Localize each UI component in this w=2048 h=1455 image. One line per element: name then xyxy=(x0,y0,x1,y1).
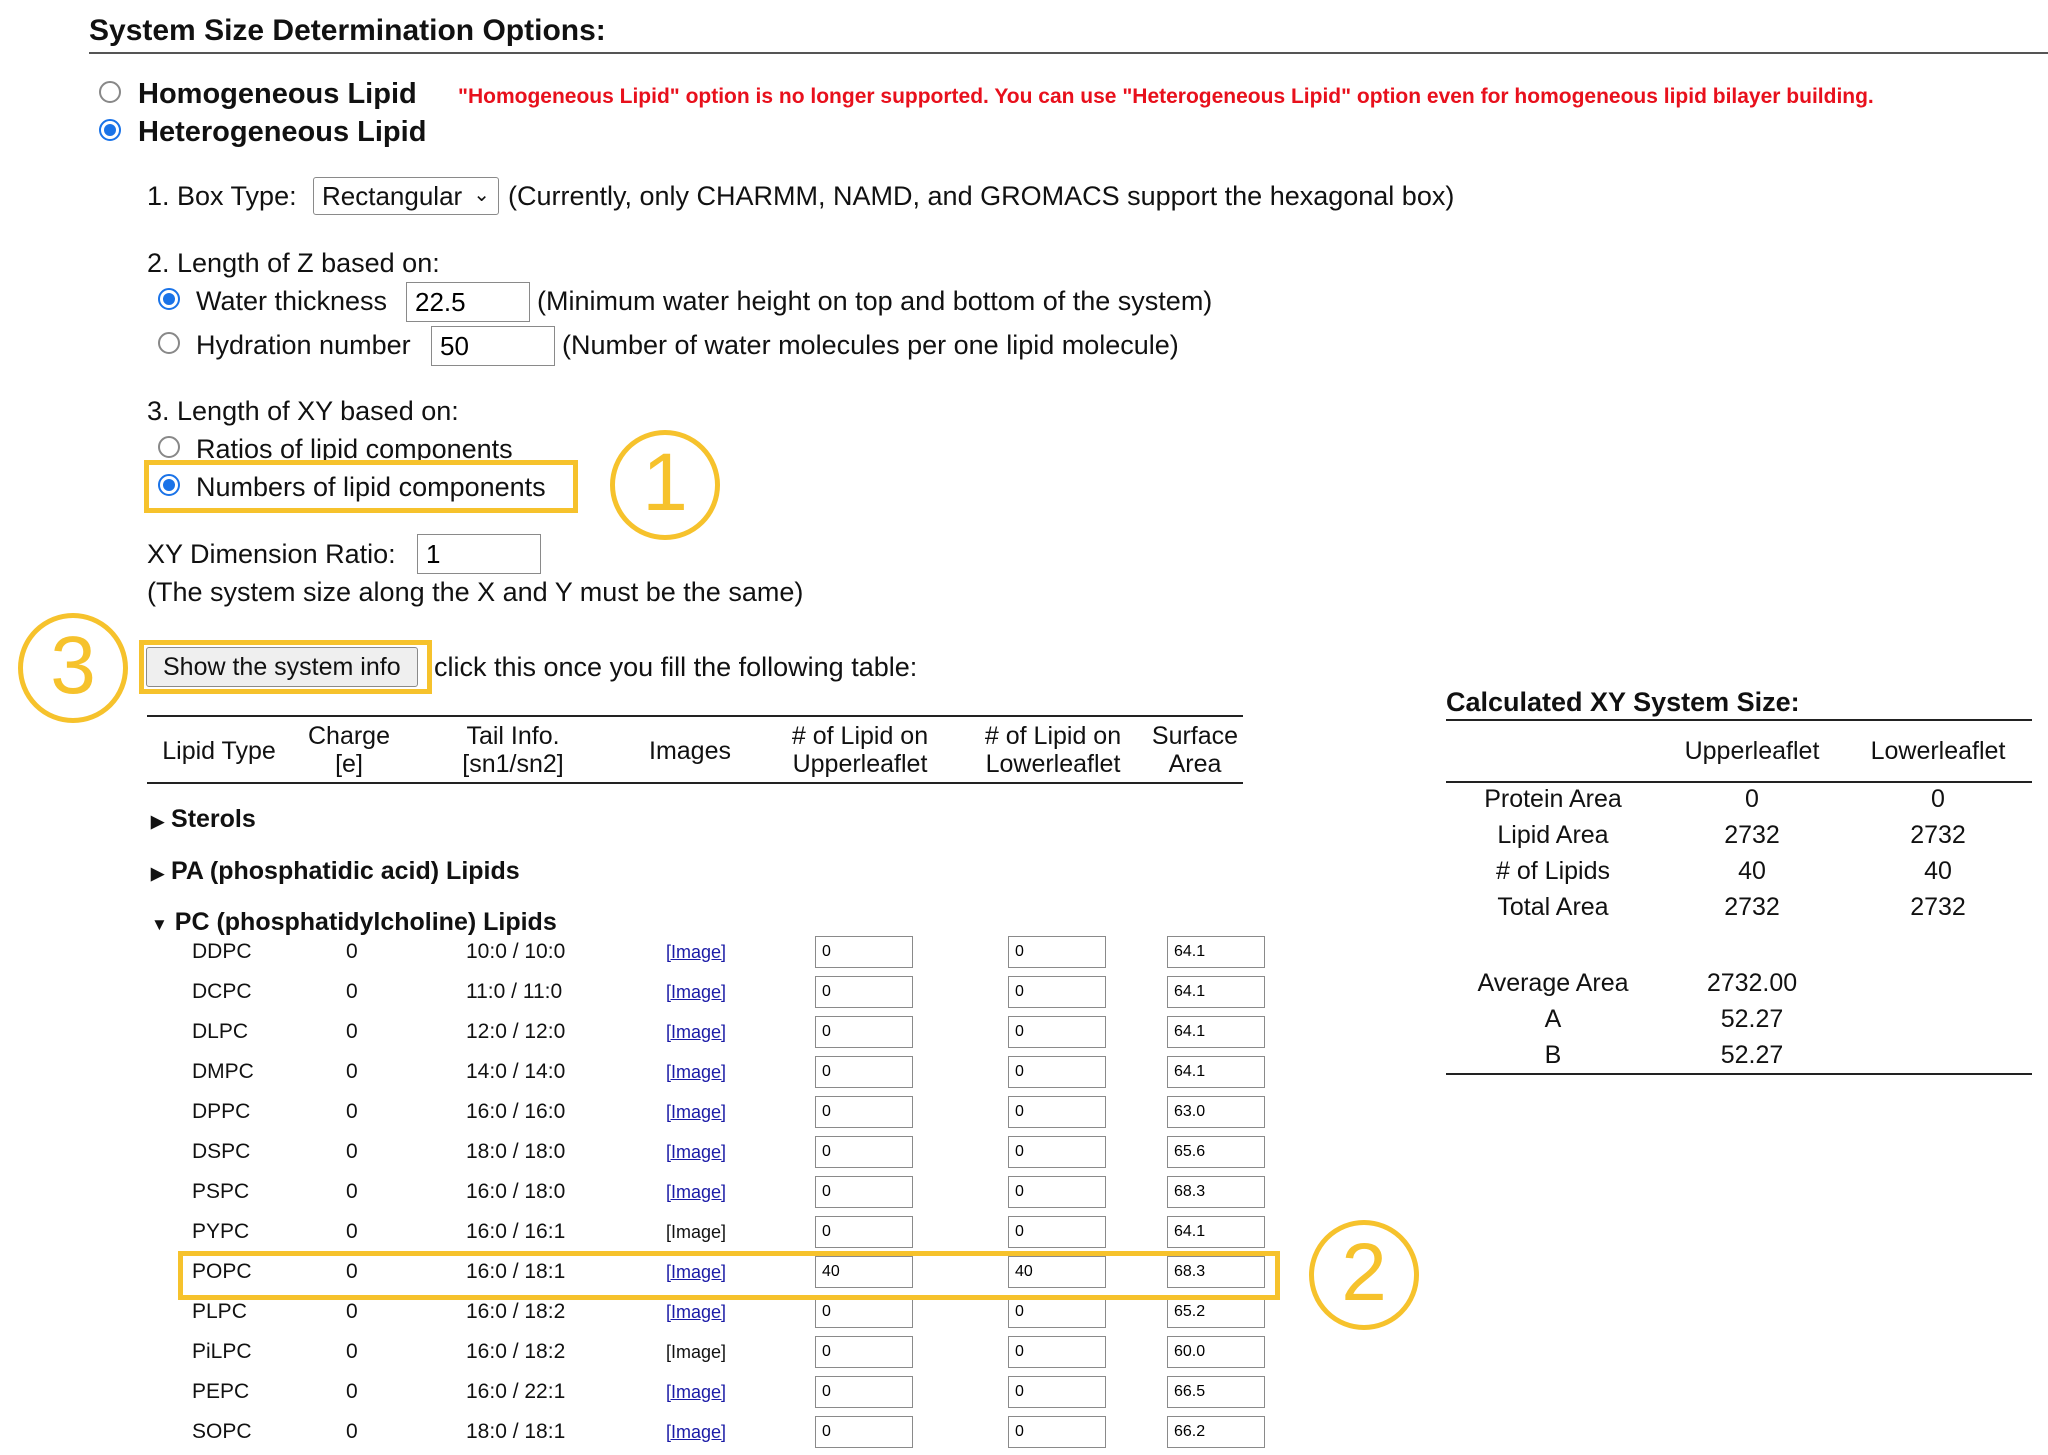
surface-area-input[interactable] xyxy=(1167,1056,1265,1088)
lipid-charge: 0 xyxy=(346,1340,358,1363)
lipid-name: PYPC xyxy=(192,1220,250,1243)
lowerleaflet-count-input[interactable] xyxy=(1008,1296,1106,1328)
lipid-charge: 0 xyxy=(346,1420,358,1443)
th-upper-line1: # of Lipid on xyxy=(791,722,929,750)
lipid-image-link[interactable]: [Image] xyxy=(666,1382,727,1402)
z-length-label: 2. Length of Z based on: xyxy=(147,248,440,278)
lipid-tail: 18:0 / 18:1 xyxy=(466,1420,566,1443)
lowerleaflet-count-input[interactable] xyxy=(1008,1016,1106,1048)
annotation-3: 3 xyxy=(18,613,128,723)
th-images: Images xyxy=(649,737,731,765)
lipid-name: PLPC xyxy=(192,1300,247,1323)
system-size-title: Calculated XY System Size: xyxy=(1446,687,1800,717)
b-value: 52.27 xyxy=(1720,1041,1784,1069)
surface-area-input[interactable] xyxy=(1167,1216,1265,1248)
lipid-tail: 11:0 / 11:0 xyxy=(466,980,563,1003)
highlight-popc-row xyxy=(178,1251,1280,1300)
lipid-charge: 0 xyxy=(346,1020,358,1043)
hydration-number-radio[interactable] xyxy=(158,332,180,354)
lipid-charge: 0 xyxy=(346,1380,358,1403)
box-type-select[interactable] xyxy=(313,177,499,215)
lipid-charge: 0 xyxy=(346,1220,358,1243)
annotation-2: 2 xyxy=(1309,1220,1419,1330)
title-divider xyxy=(89,52,2048,54)
lipid-charge: 0 xyxy=(346,1180,358,1203)
th-charge-line1: Charge xyxy=(308,722,390,750)
lipid-name: DLPC xyxy=(192,1020,249,1043)
size-row-label: # of Lipids xyxy=(1496,857,1610,885)
th-upper-line2: Upperleaflet xyxy=(792,750,928,778)
surface-area-input[interactable] xyxy=(1167,1016,1265,1048)
size-row-lower: 2732 xyxy=(1910,893,1966,921)
th-lower-line1: # of Lipid on xyxy=(984,722,1122,750)
heterogeneous-label: Heterogeneous Lipid xyxy=(138,116,427,148)
upperleaflet-count-input[interactable] xyxy=(815,976,913,1008)
size-top-rule xyxy=(1446,719,2032,721)
size-row-upper: 40 xyxy=(1738,857,1766,885)
table-top-rule xyxy=(147,715,1243,717)
surface-area-input[interactable] xyxy=(1167,1176,1265,1208)
lipid-image-link[interactable]: [Image] xyxy=(666,942,727,962)
triangle-right-icon: ▶ xyxy=(151,812,165,831)
th-lower-line2: Lowerleaflet xyxy=(985,750,1121,778)
surface-area-input[interactable] xyxy=(1167,1136,1265,1168)
size-col-upper: Upperleaflet xyxy=(1684,737,1820,765)
a-value: 52.27 xyxy=(1720,1005,1784,1033)
hydration-number-input[interactable] xyxy=(431,326,555,366)
lowerleaflet-count-input[interactable] xyxy=(1008,976,1106,1008)
homogeneous-label: Homogeneous Lipid xyxy=(138,78,417,110)
box-type-selected: Rectangular xyxy=(322,181,463,211)
lipid-name: SOPC xyxy=(192,1420,252,1443)
lipid-name: DCPC xyxy=(192,980,252,1003)
a-label: A xyxy=(1544,1005,1562,1033)
annotation-1: 1 xyxy=(610,430,720,540)
section-pa[interactable] xyxy=(151,857,520,886)
chevron-down-icon: ⌄ xyxy=(473,184,490,206)
lowerleaflet-count-input[interactable] xyxy=(1008,1416,1106,1448)
lipid-tail: 10:0 / 10:0 xyxy=(466,940,566,963)
upperleaflet-count-input[interactable] xyxy=(815,1136,913,1168)
water-thickness-radio[interactable] xyxy=(158,288,180,310)
heterogeneous-radio[interactable] xyxy=(99,119,121,141)
lowerleaflet-count-input[interactable] xyxy=(1008,1216,1106,1248)
lipid-tail: 16:0 / 16:0 xyxy=(466,1100,566,1123)
highlight-show-info xyxy=(139,640,432,694)
surface-area-input[interactable] xyxy=(1167,976,1265,1008)
th-tail-line1: Tail Info. xyxy=(466,722,560,750)
th-area-line1: Surface xyxy=(1151,722,1239,750)
upperleaflet-count-input[interactable] xyxy=(815,1216,913,1248)
size-row-lower: 0 xyxy=(1931,785,1945,813)
lipid-tail: 16:0 / 22:1 xyxy=(466,1380,566,1403)
water-thickness-note: (Minimum water height on top and bottom of the system) xyxy=(537,286,1213,316)
lipid-tail: 14:0 / 14:0 xyxy=(466,1060,566,1083)
lipid-image-link[interactable]: [Image] xyxy=(666,1022,727,1042)
lipid-tail: 16:0 / 18:0 xyxy=(466,1180,566,1203)
th-area-line2: Area xyxy=(1168,750,1222,778)
lipid-charge: 0 xyxy=(346,1100,358,1123)
size-row-label: Total Area xyxy=(1497,893,1609,921)
size-row-upper: 0 xyxy=(1745,785,1759,813)
size-row-upper: 2732 xyxy=(1724,821,1780,849)
show-info-note: click this once you fill the following table: xyxy=(434,652,918,682)
surface-area-input[interactable] xyxy=(1167,1416,1265,1448)
box-type-label: 1. Box Type: xyxy=(147,181,297,211)
lowerleaflet-count-input[interactable] xyxy=(1008,936,1106,968)
th-tail xyxy=(433,722,593,778)
triangle-right-icon: ▶ xyxy=(151,864,165,883)
lipid-image-link[interactable]: [Image] xyxy=(666,982,727,1002)
ratios-label: Ratios of lipid components xyxy=(196,434,513,464)
size-row-upper: 2732 xyxy=(1724,893,1780,921)
lipid-tail: 12:0 / 12:0 xyxy=(466,1020,566,1043)
lipid-charge: 0 xyxy=(346,980,358,1003)
lipid-image-link[interactable]: [Image] xyxy=(666,1102,727,1122)
lipid-charge: 0 xyxy=(346,1060,358,1083)
lipid-charge: 0 xyxy=(346,1260,358,1283)
lipid-tail: 16:0 / 18:2 xyxy=(466,1300,566,1323)
triangle-down-icon: ▼ xyxy=(151,915,168,934)
numbers-label: Numbers of lipid components xyxy=(196,472,546,502)
section-sterols-label: Sterols xyxy=(171,805,256,833)
size-row-lower: 40 xyxy=(1924,857,1952,885)
size-col-lower: Lowerleaflet xyxy=(1870,737,2006,765)
lipid-image-link: [Image] xyxy=(666,1342,727,1362)
upperleaflet-count-input[interactable] xyxy=(815,1016,913,1048)
box-type-note: (Currently, only CHARMM, NAMD, and GROMACS support the hexagonal box) xyxy=(508,181,1455,211)
average-area-label: Average Area xyxy=(1477,969,1629,997)
ratios-radio[interactable] xyxy=(158,436,180,458)
lipid-image-link[interactable]: [Image] xyxy=(666,1142,727,1162)
homogeneous-radio[interactable] xyxy=(99,81,121,103)
surface-area-input[interactable] xyxy=(1167,1336,1265,1368)
th-charge-line2: [e] xyxy=(335,750,363,778)
lipid-name: PEPC xyxy=(192,1380,250,1403)
xy-dim-ratio-note: (The system size along the X and Y must be the same) xyxy=(147,577,804,607)
xy-length-label: 3. Length of XY based on: xyxy=(147,396,459,426)
upperleaflet-count-input[interactable] xyxy=(815,1176,913,1208)
water-thickness-label: Water thickness xyxy=(196,286,388,316)
size-header-rule xyxy=(1446,781,2032,783)
section-title: System Size Determination Options: xyxy=(89,14,606,47)
xy-dim-ratio-label: XY Dimension Ratio: xyxy=(147,539,396,569)
lipid-image-link[interactable]: [Image] xyxy=(666,1422,727,1442)
homogeneous-warning: "Homogeneous Lipid" option is no longer supported. You can use "Heterogeneous Lipid" option even for homogeneous lipid bilayer building. xyxy=(458,85,1874,108)
upperleaflet-count-input[interactable] xyxy=(815,1416,913,1448)
lowerleaflet-count-input[interactable] xyxy=(1008,1056,1106,1088)
section-pa-label: PA (phosphatidic acid) Lipids xyxy=(171,857,520,885)
surface-area-input[interactable] xyxy=(1167,1296,1265,1328)
th-lower xyxy=(963,722,1143,778)
upperleaflet-count-input[interactable] xyxy=(815,1096,913,1128)
show-system-info-button[interactable]: Show the system info xyxy=(146,647,418,687)
lipid-tail: 16:0 / 18:1 xyxy=(466,1260,566,1283)
upperleaflet-count-input[interactable] xyxy=(815,1336,913,1368)
upperleaflet-count-input[interactable] xyxy=(815,1296,913,1328)
average-area-value: 2732.00 xyxy=(1706,969,1798,997)
lipid-image-link: [Image] xyxy=(666,1222,727,1242)
highlight-numbers-option xyxy=(144,460,578,513)
lipid-name: PSPC xyxy=(192,1180,250,1203)
hydration-number-label: Hydration number xyxy=(196,330,411,360)
th-tail-line2: [sn1/sn2] xyxy=(462,750,564,778)
xy-dim-ratio-input[interactable] xyxy=(417,534,541,574)
lipid-image-link[interactable]: [Image] xyxy=(666,1262,727,1282)
upperleaflet-count-input[interactable] xyxy=(815,1056,913,1088)
surface-area-input[interactable] xyxy=(1167,1376,1265,1408)
b-label: B xyxy=(1544,1041,1562,1069)
upperleaflet-count-input[interactable] xyxy=(815,1376,913,1408)
th-charge xyxy=(289,722,409,778)
lipid-name: DDPC xyxy=(192,940,252,963)
table-header-rule xyxy=(147,782,1243,784)
surface-area-input[interactable] xyxy=(1167,936,1265,968)
lipid-name: DPPC xyxy=(192,1100,251,1123)
hydration-number-note: (Number of water molecules per one lipid molecule) xyxy=(562,330,1179,360)
size-row-lower: 2732 xyxy=(1910,821,1966,849)
section-sterols[interactable] xyxy=(151,805,256,834)
lipid-name: DMPC xyxy=(192,1060,254,1083)
lowerleaflet-count-input[interactable] xyxy=(1008,1176,1106,1208)
lipid-tail: 18:0 / 18:0 xyxy=(466,1140,566,1163)
lipid-image-link[interactable]: [Image] xyxy=(666,1182,727,1202)
lipid-charge: 0 xyxy=(346,940,358,963)
upperleaflet-count-input[interactable] xyxy=(815,936,913,968)
th-area xyxy=(1145,722,1245,778)
lipid-image-link[interactable]: [Image] xyxy=(666,1062,727,1082)
section-pc-label: PC (phosphatidylcholine) Lipids xyxy=(174,908,557,936)
water-thickness-input[interactable] xyxy=(406,282,530,322)
lowerleaflet-count-input[interactable] xyxy=(1008,1136,1106,1168)
size-bottom-rule xyxy=(1446,1073,2032,1075)
lipid-tail: 16:0 / 18:2 xyxy=(466,1340,566,1363)
lipid-tail: 16:0 / 16:1 xyxy=(466,1220,566,1243)
th-upper xyxy=(770,722,950,778)
lipid-name: POPC xyxy=(192,1260,252,1283)
lipid-name: PiLPC xyxy=(192,1340,252,1363)
lowerleaflet-count-input[interactable] xyxy=(1008,1096,1106,1128)
lowerleaflet-count-input[interactable] xyxy=(1008,1336,1106,1368)
th-lipid-type: Lipid Type xyxy=(162,737,276,765)
surface-area-input[interactable] xyxy=(1167,1096,1265,1128)
size-row-label: Protein Area xyxy=(1484,785,1622,813)
lipid-image-link[interactable]: [Image] xyxy=(666,1302,727,1322)
lipid-name: DSPC xyxy=(192,1140,251,1163)
lipid-charge: 0 xyxy=(346,1140,358,1163)
lowerleaflet-count-input[interactable] xyxy=(1008,1376,1106,1408)
lipid-charge: 0 xyxy=(346,1300,358,1323)
section-pc[interactable] xyxy=(151,908,557,937)
size-row-label: Lipid Area xyxy=(1497,821,1609,849)
